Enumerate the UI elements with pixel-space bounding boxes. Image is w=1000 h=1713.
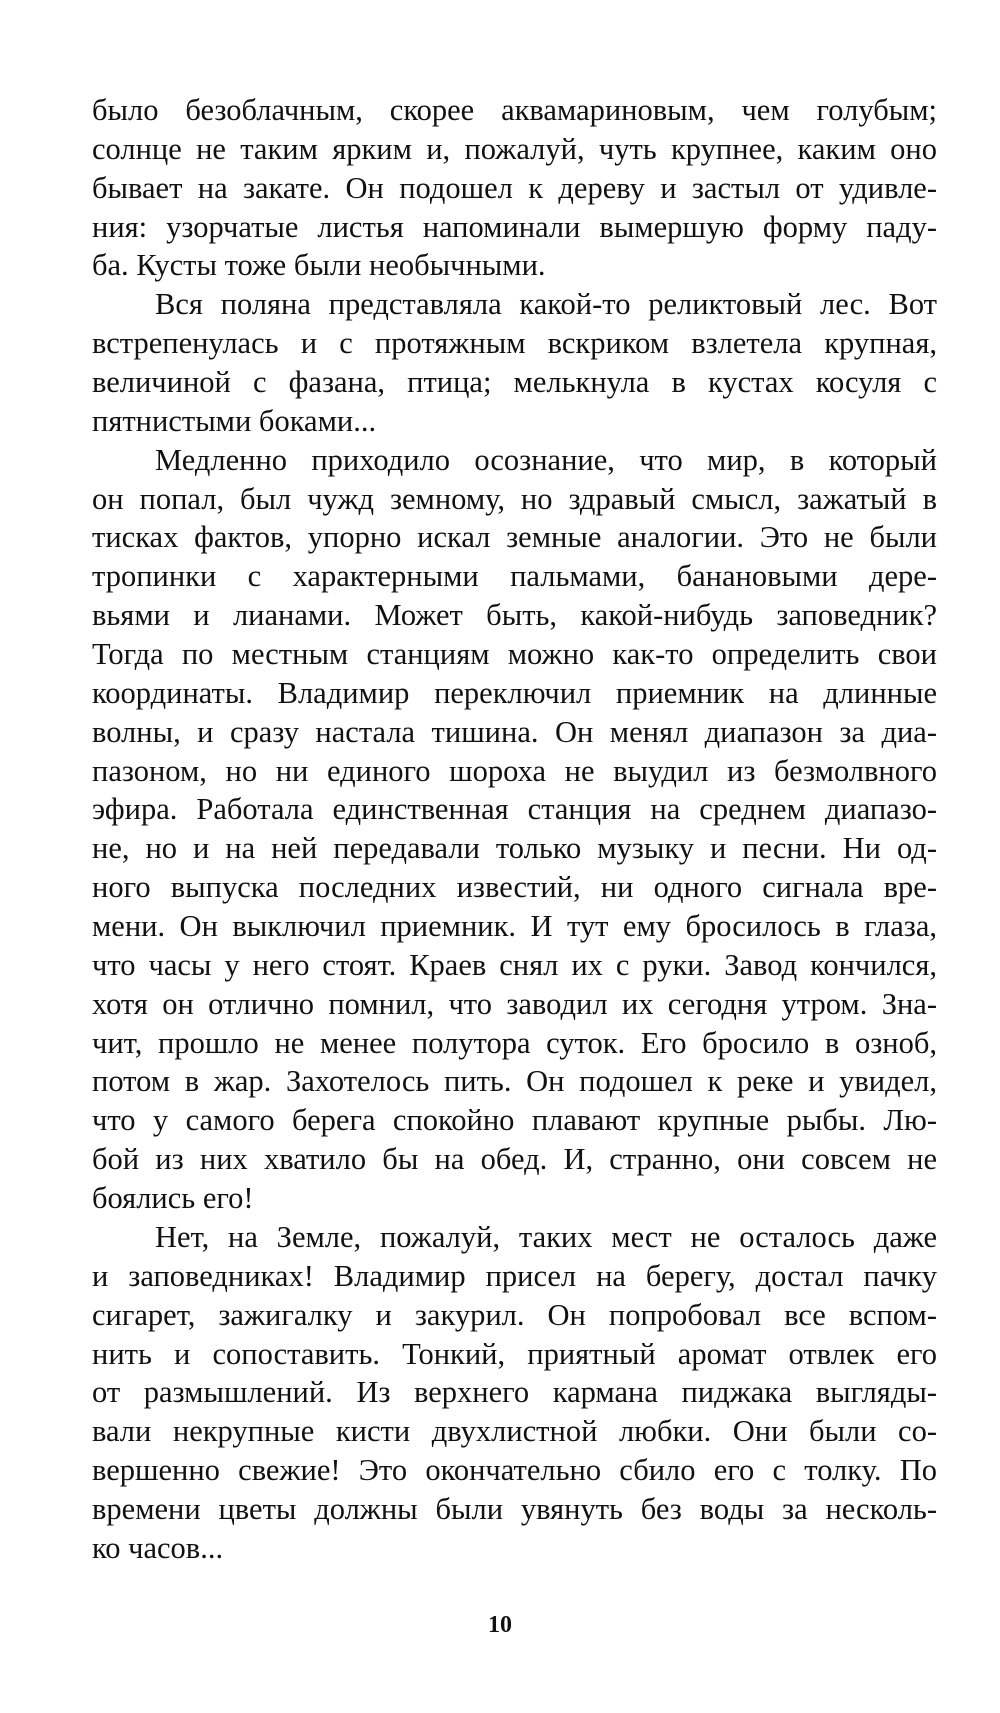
text-line: ного выпуска последних известий, ни одного сигнала вре- — [92, 870, 937, 905]
text-line: от размышлений. Из верхнего кармана пиджака выгляды- — [92, 1375, 937, 1410]
text-line: мени. Он выключил приемник. И тут ему бросилось в глаза, — [92, 909, 937, 944]
text-line: встрепенулась и с протяжным вскриком взлетела крупная, — [92, 326, 937, 361]
text-line: чит, прошло не менее полутора суток. Его бросило в озноб, — [92, 1025, 937, 1060]
text-line: координаты. Владимир переключил приемник на длинные — [92, 675, 937, 710]
text-line: тропинки с характерными пальмами, банановыми дере- — [92, 559, 937, 594]
text-line: времени цветы должны были увянуть без воды за несколь- — [92, 1491, 937, 1526]
text-line: пятнистыми боками... — [92, 403, 377, 438]
text-line: величиной с фазана, птица; мелькнула в кустах косуля с — [92, 365, 937, 400]
text-line: тисках фактов, упорно искал земные аналогии. Это не были — [92, 520, 937, 555]
text-line: и заповедниках! Владимир присел на берегу, достал пачку — [92, 1258, 937, 1293]
text-line: ния: узорчатые листья напоминали вымершую форму паду- — [92, 209, 937, 244]
text-line: сигарет, зажигалку и закурил. Он попробовал все вспом- — [92, 1297, 937, 1332]
text-line: что у самого берега спокойно плавают крупные рыбы. Лю- — [92, 1103, 937, 1138]
text-line: бывает на закате. Он подошел к дереву и застыл от удивле- — [92, 170, 937, 205]
text-line: хотя он отлично помнил, что заводил их сегодня утром. Зна- — [92, 986, 937, 1021]
text-line: бой из них хватило бы на обед. И, странно, они совсем не — [92, 1142, 937, 1177]
text-line: волны, и сразу настала тишина. Он менял диапазон за диа- — [92, 714, 937, 749]
text-line: пазоном, но ни единого шороха не выудил из безмолвного — [92, 753, 937, 788]
text-line: боялись его! — [92, 1181, 254, 1216]
text-line: вершенно свежие! Это окончательно сбило его с толку. По — [92, 1453, 937, 1488]
text-line: ко часов... — [92, 1530, 224, 1565]
text-line: не, но и на ней передавали только музыку и песни. Ни од- — [92, 831, 937, 866]
text-line: эфира. Работала единственная станция на среднем диапазо- — [92, 792, 937, 827]
text-line: Тогда по местным станциям можно как-то определить свои — [92, 637, 937, 672]
text-line: ба. Кусты тоже были необычными. — [92, 248, 546, 283]
text-line: вьями и лианами. Может быть, какой-нибудь заповедник? — [92, 598, 937, 633]
page-number: 10 — [488, 1612, 512, 1638]
text-line: Вся поляна представляла какой-то реликтовый лес. Вот — [155, 287, 937, 322]
text-line: что часы у него стоят. Краев снял их с руки. Завод кончился, — [92, 947, 937, 982]
text-line: он попал, был чужд земному, но здравый смысл, зажатый в — [92, 481, 937, 516]
page-body-text — [92, 91, 937, 1568]
text-line: солнце не таким ярким и, пожалуй, чуть крупнее, каким оно — [92, 131, 937, 166]
text-line: Медленно приходило осознание, что мир, в который — [155, 442, 937, 477]
text-line: вали некрупные кисти двухлистной любки. Они были со- — [92, 1414, 937, 1449]
text-line: Нет, на Земле, пожалуй, таких мест не осталось даже — [155, 1219, 937, 1254]
text-line: потом в жар. Захотелось пить. Он подошел к реке и увидел, — [92, 1064, 937, 1099]
text-line: нить и сопоставить. Тонкий, приятный аромат отвлек его — [92, 1336, 937, 1371]
text-line: было безоблачным, скорее аквамариновым, чем голубым; — [92, 93, 937, 127]
